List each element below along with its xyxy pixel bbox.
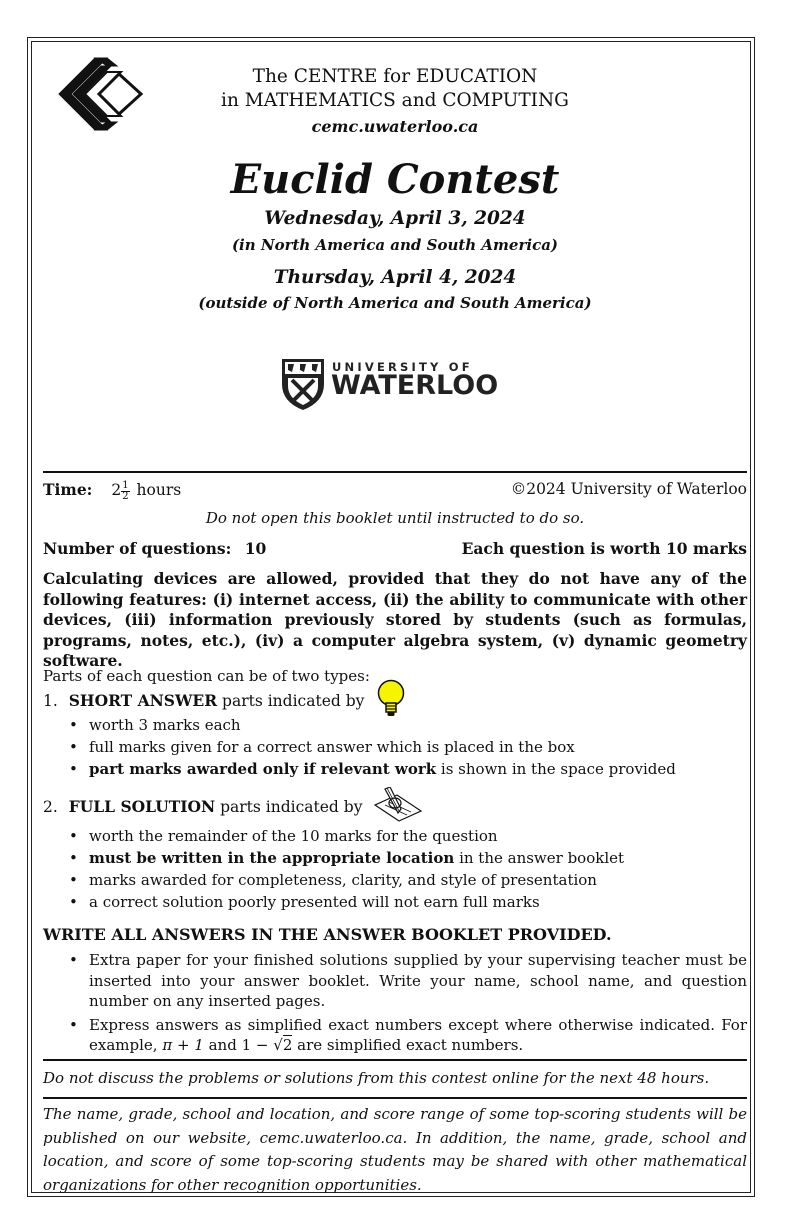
list-item bbox=[89, 758, 747, 780]
parts-intro: Parts of each question can be of two types: bbox=[43, 667, 370, 685]
list-item bbox=[89, 847, 747, 869]
org-header bbox=[190, 65, 600, 139]
bullet-text: Express answers as simplified exact numbers except where otherwise indicated. For example, bbox=[89, 1015, 747, 1054]
uw-logo-line-2: WATERLOO bbox=[331, 370, 499, 401]
list-item bbox=[89, 869, 747, 891]
math-expression bbox=[242, 1035, 293, 1054]
short-answer-number: 1. bbox=[43, 692, 58, 710]
math-prefix: 1 − bbox=[241, 1036, 274, 1054]
time-row bbox=[43, 480, 747, 502]
list-item bbox=[89, 736, 747, 758]
do-not-open-notice: Do not open this booklet until instructed to do so. bbox=[205, 509, 585, 527]
write-all-heading: WRITE ALL ANSWERS IN THE ANSWER BOOKLET PROVIDED. bbox=[43, 925, 612, 944]
contest-title: Euclid Contest bbox=[230, 156, 560, 203]
short-answer-bullets bbox=[43, 714, 747, 780]
contest-date-2: Thursday, April 4, 2024 bbox=[273, 267, 517, 288]
time-numerator: 1 bbox=[122, 479, 129, 491]
calculator-policy: Calculating devices are allowed, provided that they do not have any of the following features: (i) internet access, (ii) the ability to communicate with other devices, (iii) information previously stored by students (such as formulas, programs, notes, etc.), (iv) a computer algebra system, (v) dynamic geometry software. bbox=[43, 569, 747, 670]
time-whole: 2 bbox=[111, 481, 122, 499]
pencil-paper-icon bbox=[371, 787, 423, 823]
bullet-text: full marks given for a correct answer which is placed in the box bbox=[89, 738, 575, 756]
list-item: • Extra paper for your finished solutions supplied by your supervising teacher must be inserted into your answer booklet. Write your name, school name, and question number on any inserted pages. bbox=[89, 950, 747, 1012]
contest-date-1: Wednesday, April 3, 2024 bbox=[264, 208, 526, 229]
bullet-text: marks awarded for completeness, clarity, and style of presentation bbox=[89, 871, 597, 889]
contest-date-1-note: (in North America and South America) bbox=[231, 236, 559, 254]
bullet-text: worth the remainder of the 10 marks for the question bbox=[89, 827, 498, 845]
list-item bbox=[89, 1015, 747, 1056]
write-all-bullets bbox=[43, 950, 747, 1056]
time-fraction bbox=[121, 481, 129, 502]
bullet-bold: part marks awarded only if relevant work bbox=[89, 760, 437, 778]
university-of-waterloo-logo bbox=[280, 356, 510, 416]
copyright: ©2024 University of Waterloo bbox=[510, 480, 747, 498]
full-solution-heading bbox=[43, 797, 747, 816]
time-value bbox=[111, 479, 182, 502]
bullet-text: a correct solution poorly presented will not earn full marks bbox=[89, 893, 540, 911]
lightbulb-icon bbox=[375, 679, 407, 719]
bullet-text: worth 3 marks each bbox=[89, 716, 241, 734]
publish-notice: The name, grade, school and location, and score range of some top-scoring students will be published on our website, cemc.uwaterloo.ca. In addition, the name, grade, school and location, and score of some top-scoring students may be shared with other mathematical organizations for other recognition opportunities. bbox=[43, 1105, 747, 1194]
org-line-1: The CENTRE for EDUCATION bbox=[252, 66, 538, 87]
divider bbox=[43, 471, 747, 473]
sqrt-symbol: √ bbox=[273, 1036, 283, 1054]
list-item bbox=[89, 714, 747, 736]
bullet-text: are simplified exact numbers. bbox=[292, 1036, 524, 1054]
questions-row bbox=[43, 539, 747, 558]
bullet-text: is shown in the space provided bbox=[436, 760, 676, 778]
list-item bbox=[89, 825, 747, 847]
short-answer-suffix: parts indicated by bbox=[222, 692, 365, 710]
bullet-text: in the answer booklet bbox=[454, 849, 625, 867]
bullet-text: and bbox=[203, 1036, 242, 1054]
uw-crest-icon bbox=[280, 356, 326, 412]
divider bbox=[43, 1097, 747, 1099]
full-solution-number: 2. bbox=[43, 798, 58, 816]
time-denominator: 2 bbox=[122, 490, 129, 502]
org-line-2: in MATHEMATICS and COMPUTING bbox=[221, 90, 569, 111]
math-expression: π + 1 bbox=[162, 1036, 204, 1054]
short-answer-title: SHORT ANSWER bbox=[68, 691, 218, 710]
list-item bbox=[89, 891, 747, 913]
contest-date-2-note: (outside of North America and South America) bbox=[198, 294, 592, 312]
full-solution-title: FULL SOLUTION bbox=[68, 797, 216, 816]
cemc-logo-icon bbox=[55, 56, 145, 136]
discuss-notice: Do not discuss the problems or solutions from this contest online for the next 48 hours. bbox=[43, 1069, 710, 1087]
num-questions-label: Number of questions: bbox=[43, 539, 232, 558]
marks-note: Each question is worth 10 marks bbox=[461, 539, 747, 558]
divider bbox=[43, 1059, 747, 1061]
full-solution-bullets bbox=[43, 825, 747, 913]
short-answer-heading bbox=[43, 691, 747, 710]
bullet-bold: must be written in the appropriate location bbox=[89, 849, 455, 867]
full-solution-suffix: parts indicated by bbox=[220, 798, 363, 816]
sqrt-radicand: 2 bbox=[282, 1036, 293, 1054]
uw-logo-line-1: UNIVERSITY OF bbox=[332, 360, 473, 374]
org-url: cemc.uwaterloo.ca bbox=[311, 117, 479, 136]
time-label: Time: bbox=[43, 480, 93, 499]
num-questions-value: 10 bbox=[244, 539, 267, 558]
time-unit: hours bbox=[136, 481, 182, 499]
